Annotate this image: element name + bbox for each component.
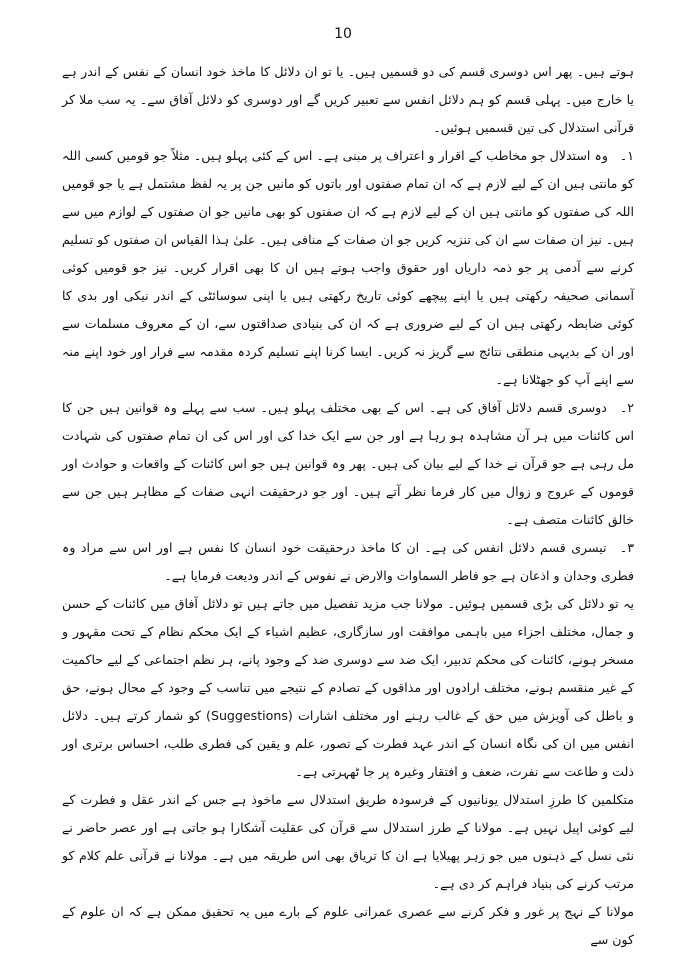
paragraph-7 [62, 898, 634, 954]
paragraph-2 [62, 142, 634, 394]
paragraph-5 [62, 590, 634, 786]
paragraph-2-text: وہ استدلال جو مخاطب کے اقرار و اعتراف پر مبنی ہے۔ اس کے کئی پہلو ہیں۔ مثلاً جو قومیں کسی اللہ کو مانتی ہیں ان کے لیے لازم ہے کہ ان تمام صفتوں اور باتوں کو مانیں جن پر یہ لفظ مشتمل ہے یا جو قومیں اللہ کی صفتوں کو مانتی ہیں ان کے لیے لازم ہے کہ ان صفتوں کو بھی مانیں جو ان صفتوں کے لوازم میں سے ہیں۔ نیز ان صفات سے ان کی تنزیہ کریں جو ان صفات کے منافی ہیں۔ علیٰ ہذا القیاس ان صفتوں کو تسلیم کرنے سے آدمی پر جو ذمہ داریاں اور حقوق واجب ہوتے ہیں ان کا بھی اقرار کریں۔ نیز جو قومیں کوئی آسمانی صحیفہ رکھتی ہیں یا اپنے پیچھے کوئی تاریخ رکھتی ہیں یا اپنی سوسائٹی کے اندر نیکی اور بدی کا کوئی ضابطہ رکھتی ہیں ان کے لیے ضروری ہے کہ ان کی بنیادی صداقتوں سے، ان کے معروف مسلمات سے اور ان کے بدیہی منطقی نتائج سے گریز نہ کریں۔ ایسا کرنا اپنے تسلیم کردہ مقدمہ سے فرار اور خود اپنے منہ سے اپنے آپ کو جھٹلانا ہے۔ [62, 148, 634, 387]
paragraph-5-text: یہ تو دلائل کی بڑی قسمیں ہوئیں۔ مولانا جب مزید تفصیل میں جاتے ہیں تو دلائل آفاق میں کائنات کے حسن و جمال، مختلف اجزاء میں باہمی موافقت اور سازگاری، عظیم اشیاء کے ایک محکم نظام کے تحت مقہور و مسخر ہونے، کائنات کی محکم تدبیر، ایک ضد سے دوسری ضد کے وجود پانے، ہر نظم اجتماعی کے لیے حاکمیت کے غیر منقسم ہونے، مختلف ارادوں اور مذاقوں کے تصادم کے نتیجے میں تناسب کے وجود کے محال ہونے، حق و باطل کی آویزش میں حق کے غالب رہنے اور مختلف اشارات (Suggestions) کو شمار کرتے ہیں۔ دلائل انفس میں ان کی نگاہ انسان کے اندر عہد فطرت کے تصور، علم و یقین کی فطری طلب، احساس برتری اور ذلت و طاعت سے نفرت، ضعف و افتقار وغیرہ پر جا ٹھہرتی ہے۔ [62, 596, 634, 779]
paragraph-1-text: ہوتے ہیں۔ پھر اس دوسری قسم کی دو قسمیں ہیں۔ یا تو ان دلائل کا ماخذ خود انسان کے نفس کے اندر ہے یا خارج میں۔ پہلی قسم کو ہم دلائل انفس سے تعبیر کریں گے اور دوسری کو دلائل آفاق سے۔ یہ سب ملا کر قرآنی استدلال کی تین قسمیں ہوئیں۔ [62, 64, 634, 135]
paragraph-3-text: دوسری قسم دلائل آفاق کی ہے۔ اس کے بھی مختلف پہلو ہیں۔ سب سے پہلے وہ قوانین ہیں جن کا اس کائنات میں ہر آن مشاہدہ ہو رہا ہے اور جن سے ایک خدا کی اور اس کی ان تمام صفتوں کی شہادت مل رہی ہے جو قرآن نے خدا کے لیے بیان کی ہیں۔ پھر وہ قوانین ہیں جو اس کائنات کے واقعات و حوادث اور قوموں کے عروج و زوال میں کار فرما نظر آتے ہیں۔ اور جو درحقیقت انہی صفات کے مظاہر ہیں جن سے خالق کائنات متصف ہے۔ [62, 400, 634, 527]
paragraph-3 [62, 394, 634, 534]
paragraph-1 [62, 58, 634, 142]
paragraph-6-text: متکلمین کا طرزِ استدلال یونانیوں کے فرسودہ طریق استدلال سے ماخوذ ہے جس کے اندر عقل و فطرت کے لیے کوئی اپیل نہیں ہے۔ مولانا کے طرز استدلال سے قرآن کی عقلیت آشکارا ہو جاتی ہے اور عصر حاضر نے نئی نسل کے ذہنوں میں جو زہر پھیلایا ہے ان کا تریاق بھی اس طریقہ میں ہے۔ مولانا نے قرآنی علم کلام کو مرتب کرنے کی بنیاد فراہم کر دی ہے۔ [62, 792, 634, 891]
body-text [62, 58, 634, 954]
paragraph-4-text: تیسری قسم دلائل انفس کی ہے۔ ان کا ماخذ درحقیقت خود انسان کا نفس ہے اور اس سے مراد وہ فطری وجدان و اذعان ہے جو فاطر السماوات والارض نے نفوس کے اندر ودیعت فرمایا ہے۔ [62, 540, 634, 583]
paragraph-4 [62, 534, 634, 590]
paragraph-4-number: ۳۔ [619, 540, 634, 555]
paragraph-3-number: ۲۔ [619, 400, 634, 415]
paragraph-7-text: مولانا کے نہج پر غور و فکر کرنے سے عصری عمرانی علوم کے بارے میں یہ تحقیق ممکن ہے کہ ان علوم کے کون سے [62, 904, 634, 947]
paragraph-2-number: ۱۔ [619, 148, 634, 163]
paragraph-6 [62, 786, 634, 898]
page-number: 10 [334, 26, 352, 42]
